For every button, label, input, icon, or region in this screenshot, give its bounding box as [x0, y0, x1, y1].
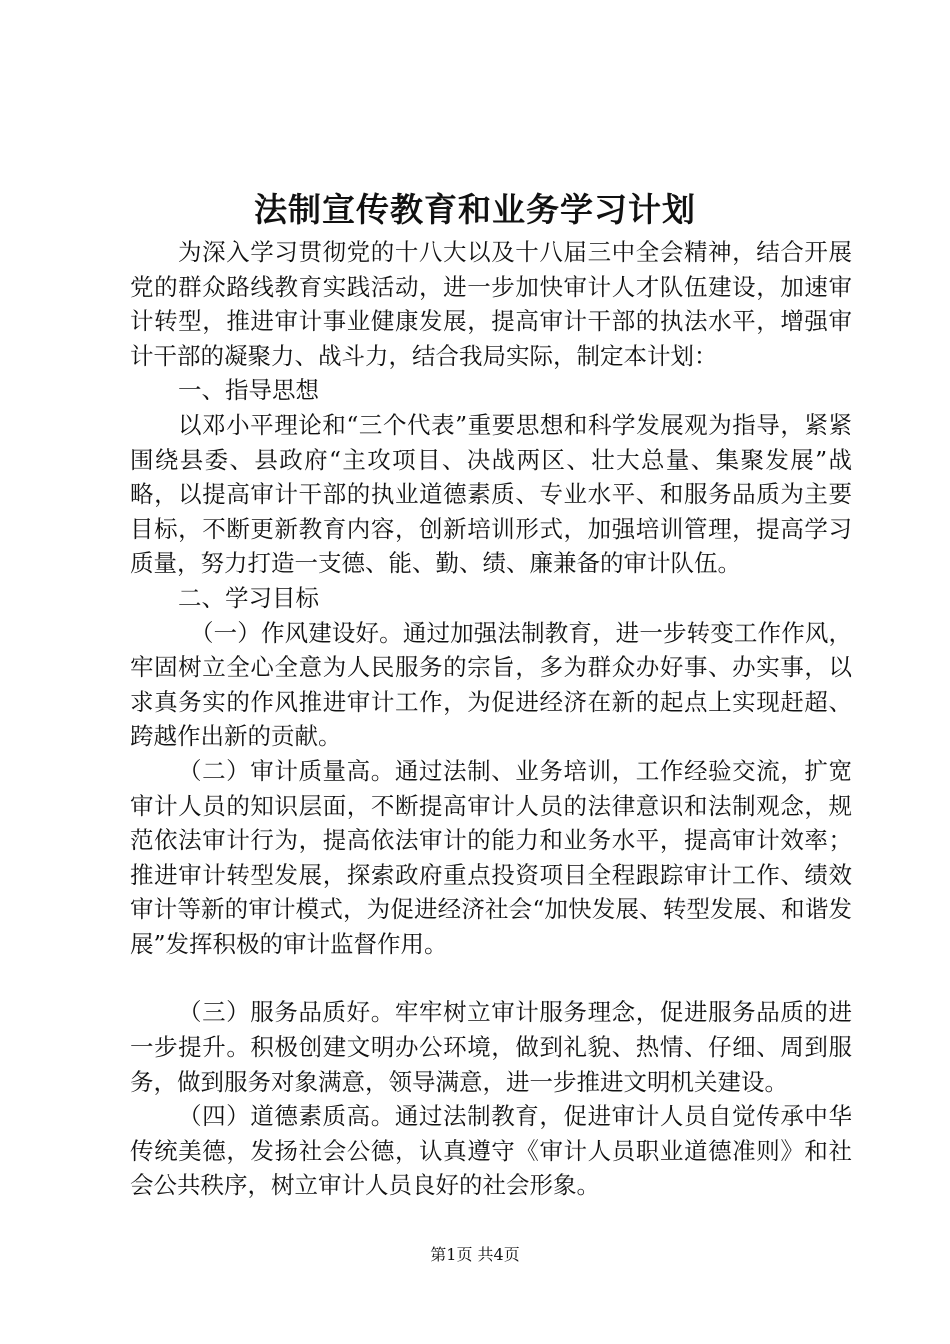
guiding-thought-paragraph: 以邓小平理论和“三个代表”重要思想和科学发展观为指导，紧紧围绕县委、县政府“主攻项目、决战两区、壮大总量、集聚发展”战略，以提高审计干部的执业道德素质、专业水平、和服务品质为主要目标，不断更新教育内容，创新培训形式，加强培训管理，提高学习质量，努力打造一支德、能、勤、绩、廉兼备的审计队伍。: [130, 410, 852, 578]
goal-paragraph-1: （一）作风建设好。通过加强法制教育，进一步转变工作作风，牢固树立全心全意为人民服务的宗旨，多为群众办好事、办实事，以求真务实的作风推进审计工作，为促进经济在新的起点上实现赶超、跨越作出新的贡献。: [130, 618, 852, 751]
document-body: [130, 235, 852, 1203]
section-heading-guiding-thought: 一、指导思想: [178, 376, 319, 405]
paragraph-spacer: [130, 961, 852, 995]
section-heading-learning-goals: 二、学习目标: [178, 583, 319, 612]
page-number-footer: 第1页 共4页: [430, 1245, 520, 1264]
goal-paragraph-4: （四）道德素质高。通过法制教育，促进审计人员自觉传承中华传统美德，发扬社会公德，认真遵守《审计人员职业道德准则》和社会公共秩序，树立审计人员良好的社会形象。: [130, 1102, 852, 1200]
goal-paragraph-2: （二）审计质量高。通过法制、业务培训，工作经验交流，扩宽审计人员的知识层面，不断提高审计人员的法律意识和法制观念，规范依法审计行为，提高依法审计的能力和业务水平，提高审计效率；推进审计转型发展，探索政府重点投资项目全程跟踪审计工作、绩效审计等新的审计模式，为促进经济社会“加快发展、转型发展、和谐发展”发挥积极的审计监督作用。: [130, 756, 852, 958]
intro-paragraph: 为深入学习贯彻党的十八大以及十八届三中全会精神，结合开展党的群众路线教育实践活动，进一步加快审计人才队伍建设，加速审计转型，推进审计事业健康发展，提高审计干部的执法水平，增强审计干部的凝聚力、战斗力，结合我局实际，制定本计划：: [130, 238, 852, 370]
goal-paragraph-3: （三）服务品质好。牢牢树立审计服务理念，促进服务品质的进一步提升。积极创建文明办公环境，做到礼貌、热情、仔细、周到服务，做到服务对象满意，领导满意，进一步推进文明机关建设。: [130, 998, 852, 1096]
document-title: 法制宣传教育和业务学习计划: [254, 190, 696, 229]
